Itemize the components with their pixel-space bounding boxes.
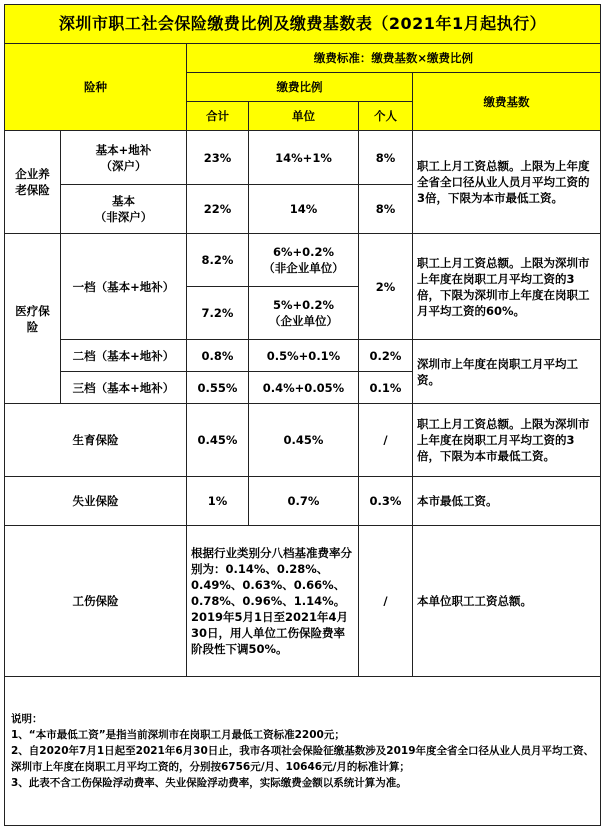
medical-label: 医疗保 险 xyxy=(4,233,61,404)
medical-tier1-total-b: 7.2% xyxy=(186,286,249,340)
medical-tier1-base: 职工上月工资总额。上限为深圳市上年度在岗职工月平均工资的3倍，下限为深圳市上年度在岗职工月平均工资的60%。 xyxy=(412,233,601,340)
medical-tier2-employer: 0.5%+0.1% xyxy=(248,339,359,372)
header-standard: 缴费标准：缴费基数×缴费比例 xyxy=(186,43,601,73)
medical-tier3-employer: 0.4%+0.05% xyxy=(248,371,359,404)
injury-name: 工伤保险 xyxy=(4,525,187,677)
medical-tier2-total: 0.8% xyxy=(186,339,249,372)
medical-tier2-name: 二档（基本+地补） xyxy=(60,339,187,372)
pension-nonlocal-total: 22% xyxy=(186,184,249,234)
maternity-employer: 0.45% xyxy=(248,403,359,477)
pension-local-name: 基本+地补 （深户） xyxy=(60,130,187,185)
maternity-name: 生育保险 xyxy=(4,403,187,477)
header-total: 合计 xyxy=(186,101,249,131)
note-item-1: 1、“本市最低工资”是指当前深圳市在岗职工月最低工资标准2200元； xyxy=(11,729,345,741)
pension-nonlocal-employer: 14% xyxy=(248,184,359,234)
unemployment-total: 1% xyxy=(186,476,249,526)
medical-tier3-name: 三档（基本+地补） xyxy=(60,371,187,404)
pension-nonlocal-individual: 8% xyxy=(358,184,413,234)
header-individual: 个人 xyxy=(358,101,413,131)
pension-local-total: 23% xyxy=(186,130,249,185)
maternity-base: 职工上月工资总额。上限为深圳市上年度在岗职工月平均工资的3倍，下限为本市最低工资。 xyxy=(412,403,601,477)
unemployment-individual: 0.3% xyxy=(358,476,413,526)
medical-tier1-name: 一档（基本+地补） xyxy=(60,233,187,340)
header-rate: 缴费比例 xyxy=(186,72,413,102)
header-base: 缴费基数 xyxy=(412,72,601,131)
maternity-individual: / xyxy=(358,403,413,477)
note-item-2: 2、自2020年7月1日起至2021年6月30日止，我市各项社会保险征缴基数涉及2019年度全省全口径从业人员月平均工资、深圳市上年度在岗职工月平均工资的，分别按6756元/月、10646元/月的标准计算； xyxy=(11,745,595,773)
medical-tier1-individual: 2% xyxy=(358,233,413,340)
pension-nonlocal-name: 基本 （非深户） xyxy=(60,184,187,234)
unemployment-name: 失业保险 xyxy=(4,476,187,526)
note-item-3: 3、此表不含工伤保险浮动费率、失业保险浮动费率，实际缴费金额以系统计算为准。 xyxy=(11,777,407,789)
pension-local-employer: 14%+1% xyxy=(248,130,359,185)
table-title: 深圳市职工社会保险缴费比例及缴费基数表（2021年1月起执行） xyxy=(4,4,601,44)
notes-heading: 说明： xyxy=(11,713,43,725)
medical-tier1-total-a: 8.2% xyxy=(186,233,249,287)
maternity-total: 0.45% xyxy=(186,403,249,477)
injury-rate: 根据行业类别分八档基准费率分别为：0.14%、0.28%、0.49%、0.63%、0.66%、0.78%、0.96%、1.14%。2019年5月1日至2021年4月30日，用人单位工伤保险费率阶段性下调50%。 xyxy=(186,525,359,677)
unemployment-base: 本市最低工资。 xyxy=(412,476,601,526)
injury-individual: / xyxy=(358,525,413,677)
medical-tier3-total: 0.55% xyxy=(186,371,249,404)
pension-local-individual: 8% xyxy=(358,130,413,185)
unemployment-employer: 0.7% xyxy=(248,476,359,526)
medical-tier1-employer-a: 6%+0.2% （非企业单位） xyxy=(248,233,359,287)
pension-base: 职工上月工资总额。上限为上年度全省全口径从业人员月平均工资的3倍，下限为本市最低工资。 xyxy=(412,130,601,234)
header-insurance-type: 险种 xyxy=(4,43,187,131)
header-employer: 单位 xyxy=(248,101,359,131)
injury-base: 本单位职工工资总额。 xyxy=(412,525,601,677)
medical-tier3-individual: 0.1% xyxy=(358,371,413,404)
notes-section xyxy=(4,676,601,826)
medical-tier1-employer-b: 5%+0.2% （企业单位） xyxy=(248,286,359,340)
pension-label: 企业养 老保险 xyxy=(4,130,61,234)
medical-tier23-base: 深圳市上年度在岗职工月平均工资。 xyxy=(412,339,601,404)
medical-tier2-individual: 0.2% xyxy=(358,339,413,372)
